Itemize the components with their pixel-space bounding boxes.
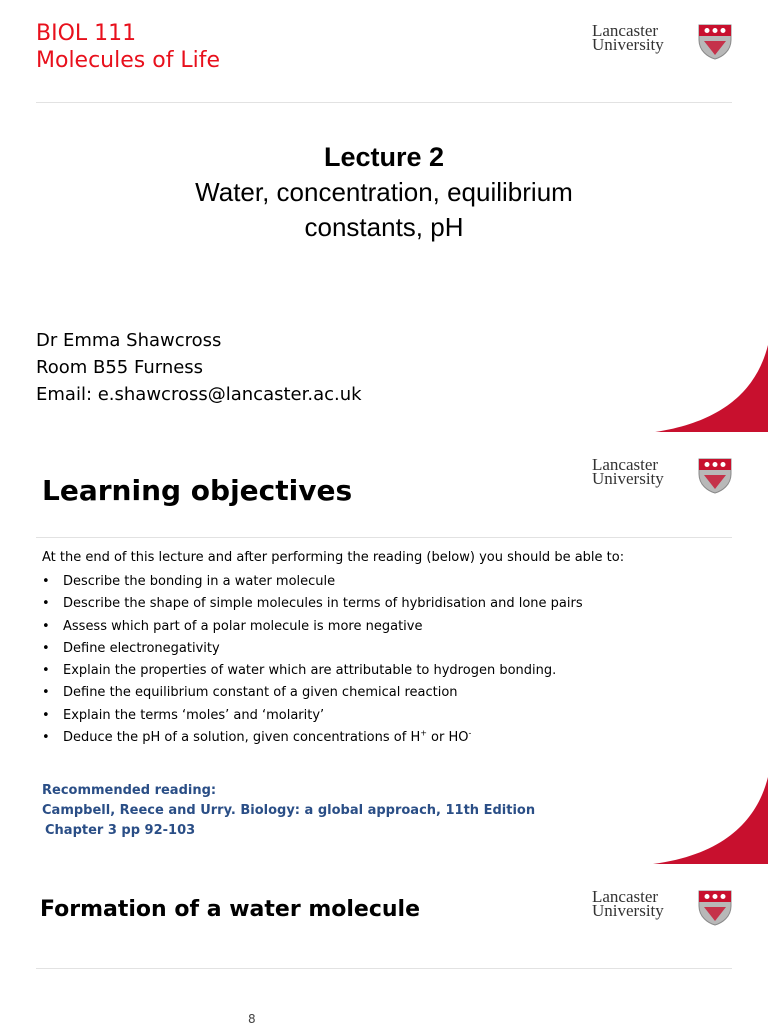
logo-line1: Lancaster: [592, 887, 659, 906]
lancaster-university-logo: [592, 887, 732, 930]
lecturer-room: Room B55 Furness: [36, 357, 204, 378]
lecture-title: Lecture 2: [323, 142, 445, 172]
list-item: • Deduce the pH of a solution, given concentrations of H+ or HO-: [42, 728, 472, 746]
logo-line1: Lancaster: [592, 455, 659, 474]
reading-book: Campbell, Reece and Urry. Biology: a global approach, 11th Edition: [42, 803, 536, 818]
logo-line2: University: [592, 469, 664, 488]
lecture-subtitle-line2: constants, pH: [304, 212, 464, 242]
list-item: • Explain the properties of water which are attributable to hydrogen bonding.: [42, 663, 557, 679]
lancaster-university-logo: [592, 455, 732, 498]
shield-icon: [698, 890, 732, 926]
reading-heading: Recommended reading:: [42, 783, 217, 798]
objectives-intro: At the end of this lecture and after performing the reading (below) you should be able to:: [42, 550, 625, 565]
bullet-icon: •: [42, 685, 50, 701]
bullet-icon: •: [42, 640, 50, 656]
objectives-list: [42, 573, 583, 751]
list-item: • Define electronegativity: [42, 640, 220, 656]
lancaster-university-logo: [592, 21, 732, 64]
slide-title: [0, 0, 768, 433]
shield-icon: [698, 458, 732, 494]
logo-line2: University: [592, 35, 664, 54]
header-divider: [36, 968, 732, 969]
header-divider: [36, 102, 732, 103]
shield-icon: [698, 24, 732, 60]
lecturer-name: Dr Emma Shawcross: [36, 330, 222, 351]
partial-diagram-label: 8: [248, 1012, 256, 1026]
slide-title-water-molecule: Formation of a water molecule: [40, 897, 420, 922]
bullet-icon: •: [42, 574, 50, 589]
bullet-icon: •: [42, 707, 50, 723]
slide-water-molecule: [0, 864, 768, 1024]
course-name: Molecules of Life: [36, 48, 221, 73]
header-divider: [36, 537, 732, 538]
bullet-icon: •: [42, 618, 50, 634]
red-swoosh-decoration: [653, 777, 768, 864]
logo-line1: Lancaster: [592, 21, 659, 40]
bullet-icon: •: [42, 663, 50, 679]
red-swoosh-decoration: [648, 345, 768, 433]
lecture-subtitle-line1: Water, concentration, equilibrium: [195, 177, 573, 207]
list-item: • Describe the shape of simple molecules in terms of hybridisation and lone pairs: [42, 596, 583, 612]
list-item: • Define the equilibrium constant of a given chemical reaction: [42, 685, 458, 701]
bullet-icon: •: [42, 596, 50, 612]
slide-title-learning-objectives: Learning objectives: [42, 474, 353, 507]
bullet-icon: •: [42, 730, 50, 746]
list-item: • Describe the bonding in a water molecule: [42, 574, 336, 589]
logo-line2: University: [592, 901, 664, 920]
lecturer-email: Email: e.shawcross@lancaster.ac.uk: [36, 384, 362, 405]
list-item: • Explain the terms ‘moles’ and ‘molarity’: [42, 707, 325, 723]
reading-chapter: Chapter 3 pp 92-103: [45, 823, 196, 838]
course-code: BIOL 111: [36, 21, 137, 46]
list-item: • Assess which part of a polar molecule is more negative: [42, 618, 423, 634]
